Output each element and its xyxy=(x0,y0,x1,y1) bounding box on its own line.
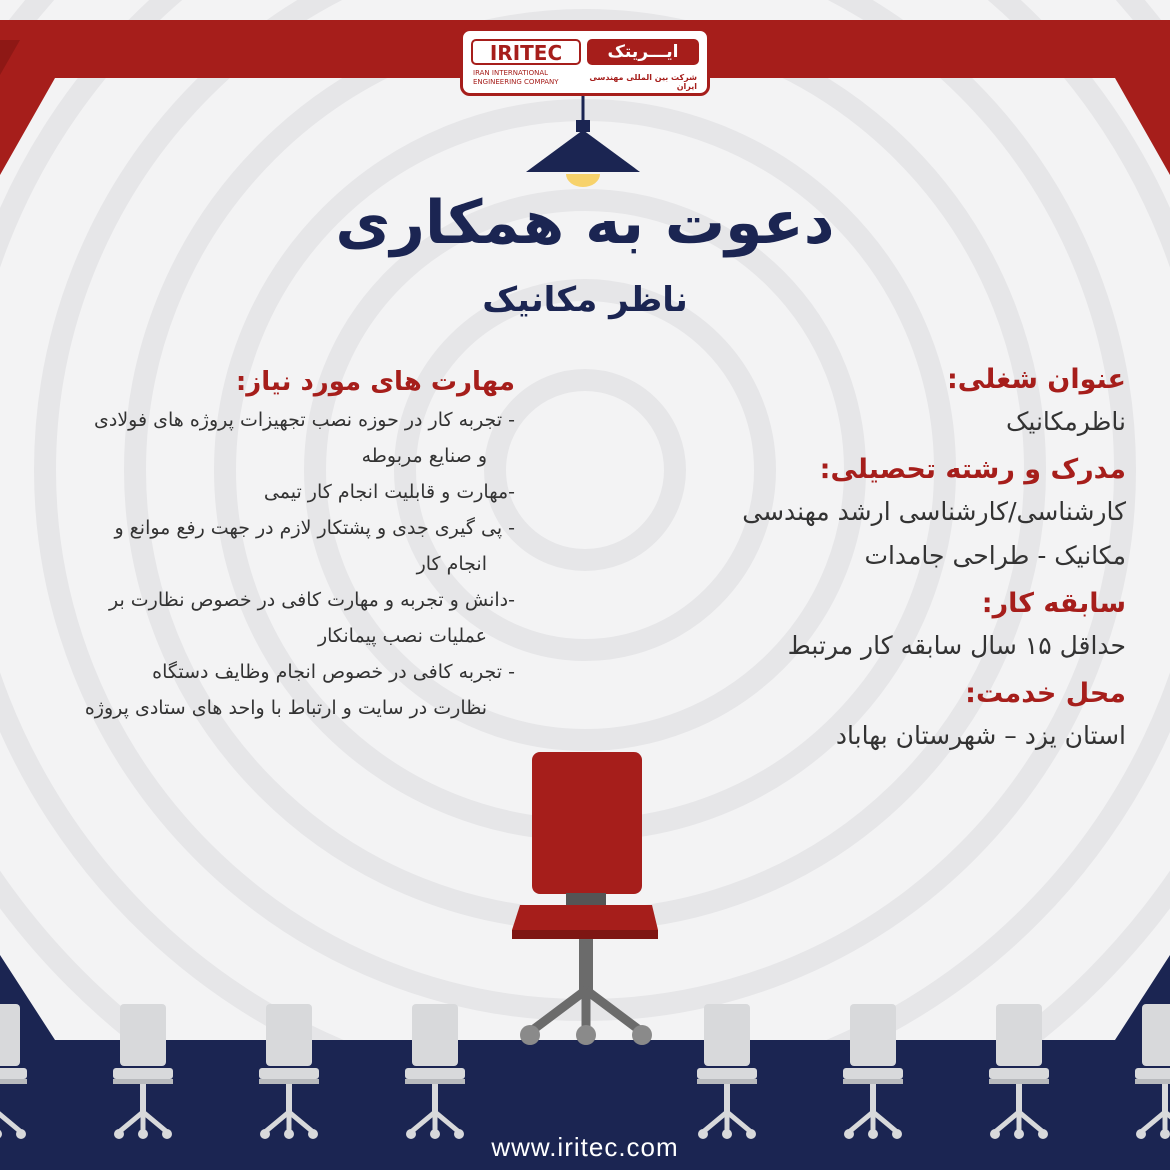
skill-item: -دانش و تجربه و مهارت کافی در خصوص نظارت بر عملیات نصب پیمانکار xyxy=(108,589,515,647)
skill-item: - تجربه کار در حوزه نصب تجهیزات پروژه های فولادی و صنایع مربوطه xyxy=(94,409,515,467)
experience-value: حداقل ۱۵ سال سابقه کار مرتبط xyxy=(787,631,1126,660)
logo-latin-subtitle: IRAN INTERNATIONAL ENGINEERING COMPANY xyxy=(473,69,559,86)
page-title: دعوت به همکاری xyxy=(335,188,835,258)
degree-value-line2: مکانیک - طراحی جامدات xyxy=(864,541,1126,570)
experience-label: سابقه کار: xyxy=(981,588,1126,619)
job-title-value: ناظرمکانیک xyxy=(1006,407,1126,436)
location-label: محل خدمت: xyxy=(965,678,1126,709)
job-title-label: عنوان شغلی: xyxy=(946,364,1126,395)
logo-latin: IRITEC xyxy=(471,39,581,65)
skills-label: مهارت های مورد نیاز: xyxy=(235,367,515,397)
skill-item: -مهارت و قابلیت انجام کار تیمی xyxy=(263,481,515,503)
skill-item: - پی گیری جدی و پشتکار لازم در جهت رفع موانع و انجام کار xyxy=(114,517,515,575)
degree-label: مدرک و رشته تحصیلی: xyxy=(819,454,1126,485)
logo-persian: ایـــریتک xyxy=(587,39,699,65)
skill-item: - تجربه کافی در خصوص انجام وظایف دستگاه نظارت در سایت و ارتباط با واحد های ستادی پروژه xyxy=(84,661,515,719)
degree-value-line1: کارشناسی/کارشناسی ارشد مهندسی xyxy=(742,497,1126,526)
logo-persian-subtitle: شرکت بین المللی مهندسی ایران xyxy=(589,73,697,91)
location-value: استان یزد – شهرستان بهاباد xyxy=(835,721,1126,750)
red-chair-icon xyxy=(512,752,658,1045)
job-subtitle: ناظر مکانیک xyxy=(482,280,688,320)
website-link[interactable]: www.iritec.com xyxy=(491,1132,679,1162)
